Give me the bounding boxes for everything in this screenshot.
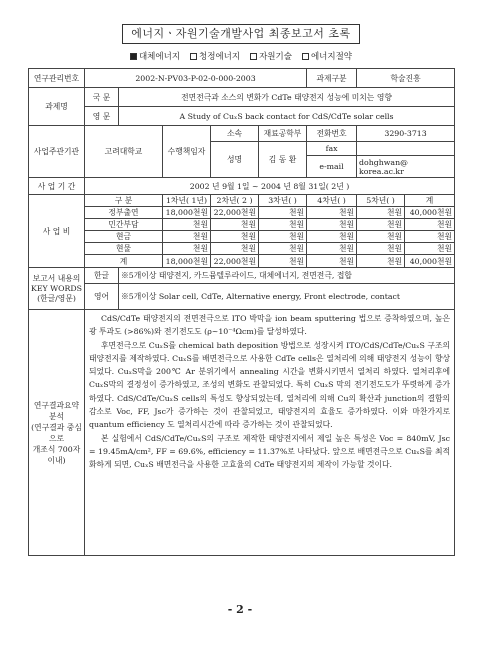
value-keywords-en: ※5개이상 Solar cell, CdTe, Alternative energy, Front electrode, contact [119,284,455,310]
label-keywords [29,268,85,310]
category-label: 청정에너지 [199,52,241,62]
keywords-label-line: 보고서 내용의 [32,274,81,283]
budget-cell: 천원 [259,255,307,268]
checkbox-checked-icon[interactable] [130,53,137,60]
row-org-1 [29,126,455,142]
label-manager: 수행책임자 [163,126,211,178]
budget-header: 4차년( ) [307,195,357,207]
category-label: 에너지절약 [310,52,353,62]
budget-cell: 천원 [259,243,307,255]
budget-cell: 천원 [259,207,307,219]
budget-cell: 천원 [405,243,455,255]
budget-cell: 천원 [357,231,405,243]
page-number: - 2 - [227,603,253,616]
budget-cell: 천원 [307,219,357,231]
label-english: 영 문 [85,107,119,126]
checkbox-empty-icon[interactable] [250,53,257,60]
budget-row-label: 계 [85,255,163,268]
budget-cell: 천원 [163,219,211,231]
budget-header: 3차년( ) [259,195,307,207]
summary-label-line: 개조식 700자이내) [32,444,81,465]
budget-row-label: 현금 [85,231,163,243]
label-department: 소속 [211,126,259,142]
label-email: e-mail [307,156,357,178]
budget-row-label: 정부출연 [85,207,163,219]
value-project-kr: 전면전극과 소스의 변화가 CdTe 태양전지 성능에 미치는 영향 [119,88,455,107]
budget-cell: 천원 [163,231,211,243]
summary-text [85,310,455,556]
budget-cell: 40,000천원 [405,207,455,219]
budget-cell: 천원 [357,243,405,255]
summary-paragraph: CdS/CdTe 태양전지의 전면전극으로 ITO 박막을 ion beam sputtering 법으로 증착하였으며, 높은 광 투과도 (>86%)와 전기전도도 (ρ~10⁻⁴Ωcm)를 달성하였다. [89,314,451,337]
budget-cell: 천원 [307,255,357,268]
summary-label-line: 연구결과요약분석 [33,400,80,421]
row-period [29,178,455,195]
label-summary [29,310,85,556]
budget-header: 2차년( 2 ) [211,195,259,207]
budget-row [29,207,455,219]
budget-cell: 천원 [307,243,357,255]
budget-row [29,243,455,255]
budget-cell: 천원 [211,243,259,255]
label-korean: 국 문 [85,88,119,107]
budget-cell: 천원 [259,231,307,243]
row-project-en [29,107,455,126]
label-keywords-en: 영어 [85,284,119,310]
label-budget: 사 업 비 [29,195,85,268]
budget-total-row [29,255,455,268]
budget-cell: 18,000천원 [163,255,211,268]
budget-row-label: 현물 [85,243,163,255]
value-organization: 고려대학교 [85,126,163,178]
value-name: 김 동 환 [259,142,307,178]
summary-label-line: (연구결과 중심으로 [31,422,82,443]
budget-cell: 천원 [259,219,307,231]
budget-header: 계 [405,195,455,207]
budget-header: 구 분 [85,195,163,207]
budget-cell: 천원 [405,231,455,243]
label-phone: 전화번호 [307,126,357,142]
label-name: 성명 [211,142,259,178]
budget-cell: 천원 [211,219,259,231]
budget-row [29,219,455,231]
budget-cell: 천원 [163,243,211,255]
value-fax [357,142,455,156]
budget-header: 5차년( ) [357,195,405,207]
value-department: 재료공학부 [259,126,307,142]
label-project-name: 과제명 [29,88,85,126]
row-management-number [29,69,455,88]
row-project-kr [29,88,455,107]
category-resource-tech[interactable] [250,50,292,62]
label-management-number: 연구관리번호 [29,69,85,88]
label-organization: 사업주관기관 [29,126,85,178]
budget-header: 1차년( 1년) [163,195,211,207]
value-project-en: A Study of CuₓS back contact for CdS/CdTe solar cells [119,107,455,126]
label-fax: fax [307,142,357,156]
category-clean-energy[interactable] [190,50,240,62]
category-energy-saving[interactable] [302,50,352,62]
report-page [28,24,454,556]
budget-header-row [29,195,455,207]
category-checkboxes [28,49,454,63]
value-keywords-kr: ※5개이상 태양전지, 카드뮴텔루라이드, 대체에너지, 전면전극, 접합 [119,268,455,284]
keywords-label-line: KEY WORDS [31,284,83,293]
budget-cell: 22,000천원 [211,207,259,219]
summary-paragraph: 본 실험에서 CdS/CdTe/CuₓS의 구조로 제작한 태양전지에서 제일 높은 특성은 Voc = 840mV, Jsc = 19.45mA/cm², FF = 69.6%, efficiency = 11.37%로 나타났다. 앞으로 배면전극으로 CuₓS를 최적화하게 되면, CuₓS 배면전극을 사용한 고효율의 CdTe 태양전지의 제작이 가능할 것이다. [89,433,451,470]
budget-cell: 천원 [357,207,405,219]
category-label: 대체에너지 [138,52,181,62]
budget-row-label: 민간부담 [85,219,163,231]
category-label: 자원기술 [259,52,292,62]
budget-cell: 천원 [357,219,405,231]
category-alt-energy[interactable] [130,50,180,62]
budget-cell: 천원 [307,207,357,219]
keywords-label-line: (한글/영문) [37,294,76,303]
value-email: dohghwan@ korea.ac.kr [357,156,455,178]
value-period: 2002 년 9월 1일 ~ 2004 년 8월 31일( 2년 ) [85,178,455,195]
summary-paragraph: 후면전극으로 CuₓS를 chemical bath deposition 방법으로 성장시켜 ITO/CdS/CdTe/CuₓS 구조의 태양전지를 제작하였다. CuₓS를 배면전극으로 사용한 CdTe cells은 열처리에 의해 태양전지 성능이 향상되었다. CuₓS막을 200℃ Ar 분위기에서 annealing 시간을 변화시키면서 열처리 하였다. 열처리후에 CuₓS막의 결정성이 증가하였고, 조성의 변화도 관찰되었다. 특히 CuₓS 막의 전기전도도가 뚜렷하게 증가하였다. CdS/CdTe/CuₓS cells의 특성도 향상되었는데, 열처리에 의해 Cu의 확산과 junction의 결함의 감소로 Voc, FF, Jsc가 증가하는 것이 관찰되었고, 태양전지의 효율도 증가하였다. 이와 마찬가지로 quantum efficiency 도 열처리시간에 따라 증가하는 것이 관찰되었다. [89,340,451,430]
budget-cell: 천원 [211,231,259,243]
budget-cell: 22,000천원 [211,255,259,268]
row-summary [29,310,455,556]
budget-row [29,231,455,243]
report-title: 에너지ㆍ자원기술개발사업 최종보고서 초록 [122,24,360,44]
label-project-type: 과제구분 [307,69,357,88]
checkbox-empty-icon[interactable] [190,53,197,60]
label-keywords-kr: 한글 [85,268,119,284]
budget-cell: 18,000천원 [163,207,211,219]
row-keywords-en [29,284,455,310]
value-management-number: 2002-N-PV03-P-02-0-000-2003 [85,69,307,88]
row-keywords-kr [29,268,455,284]
budget-cell: 천원 [307,231,357,243]
value-project-type: 학술진흥 [357,69,455,88]
value-phone: 3290-3713 [357,126,455,142]
label-period: 사 업 기 간 [29,178,85,195]
checkbox-empty-icon[interactable] [302,53,309,60]
budget-cell: 천원 [357,255,405,268]
budget-cell: 천원 [405,219,455,231]
budget-cell: 40,000천원 [405,255,455,268]
report-table [28,68,455,556]
